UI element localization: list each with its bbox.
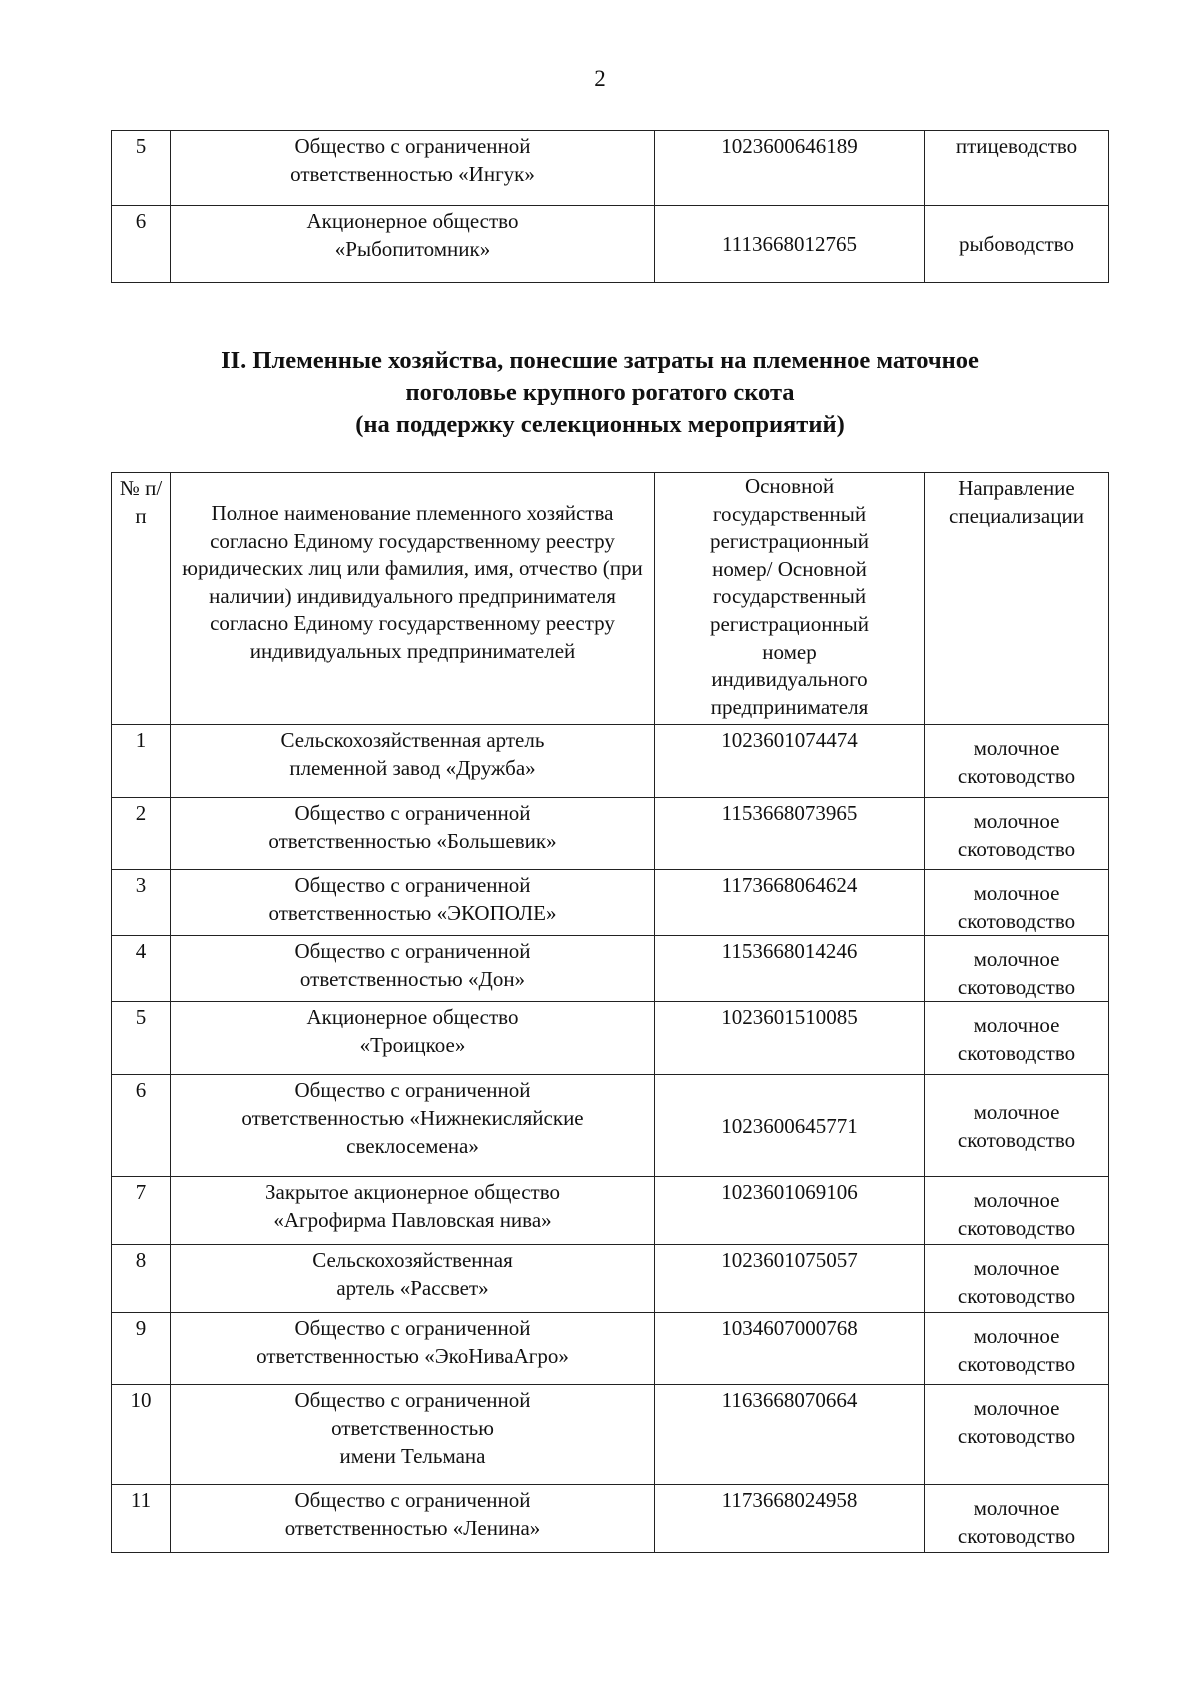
text-line: Общество с ограниченной	[294, 801, 531, 825]
row-number: 6	[112, 1075, 171, 1177]
text-line: ответственностью «Нижнекисляйские	[241, 1105, 584, 1130]
organization-name	[171, 1245, 655, 1313]
ogrn: 1153668073965	[655, 798, 925, 870]
specialization	[925, 1177, 1109, 1245]
table-row	[112, 1002, 1109, 1075]
ogrn: 1023601069106	[655, 1177, 925, 1245]
section-heading	[0, 345, 1200, 441]
text-line: молочное	[973, 1100, 1060, 1125]
organization-name	[171, 1002, 655, 1075]
specialization	[925, 1385, 1109, 1485]
organization-name	[171, 1385, 655, 1485]
ogrn: 1113668012765	[655, 206, 925, 283]
specialization	[925, 1075, 1109, 1177]
text-line: ответственностью «Ленина»	[284, 1515, 541, 1540]
table-row	[112, 1313, 1109, 1385]
text-line: ответственностью «Дон»	[299, 966, 526, 991]
table-row	[112, 798, 1109, 870]
specialization: птицеводство	[925, 131, 1109, 206]
heading-line: (на поддержку селекционных мероприятий)	[355, 411, 845, 438]
table-row	[112, 725, 1109, 798]
text-line: скотоводство	[957, 1215, 1076, 1240]
organization-name	[171, 798, 655, 870]
text-line: Акционерное общество	[306, 209, 519, 233]
text-line: ответственностью «ЭкоНиваАгро»	[256, 1343, 569, 1368]
table-row	[112, 1485, 1109, 1553]
organization-name	[171, 131, 655, 206]
text-line: свеклосемена»	[346, 1133, 479, 1158]
row-number: 9	[112, 1313, 171, 1385]
specialization	[925, 798, 1109, 870]
row-number: 10	[112, 1385, 171, 1485]
organization-name	[171, 1485, 655, 1553]
text-line: Сельскохозяйственная артель	[280, 728, 545, 752]
row-number: 2	[112, 798, 171, 870]
table-row	[112, 206, 1109, 283]
row-number: 3	[112, 870, 171, 936]
organization-name	[171, 1313, 655, 1385]
ogrn: 1163668070664	[655, 1385, 925, 1485]
organization-name	[171, 1177, 655, 1245]
text-line: скотоводство	[957, 1283, 1076, 1308]
row-number: 4	[112, 936, 171, 1002]
text-line: скотоводство	[957, 1127, 1076, 1152]
text-line: молочное	[973, 1396, 1060, 1421]
text-line: Общество с ограниченной	[294, 873, 531, 897]
header-name: Полное наименование племенного хозяйства согласно Единому государственному реестру юридических лиц или фамилия, имя, отчество (при наличии) индивидуального предпринимателя согласно Единому государственному реестру индивидуальных предпринимателей	[171, 473, 655, 725]
specialization	[925, 1245, 1109, 1313]
ogrn: 1023600646189	[655, 131, 925, 206]
heading-line: II. Племенные хозяйства, понесшие затраты на племенное маточное	[221, 347, 979, 374]
text-line: ответственностью «Ингук»	[290, 161, 535, 186]
ogrn: 1173668024958	[655, 1485, 925, 1553]
ogrn: 1173668064624	[655, 870, 925, 936]
text-line: племенной завод «Дружба»	[289, 755, 536, 780]
text-line: Общество с ограниченной	[294, 939, 531, 964]
table-row	[112, 1177, 1109, 1245]
text-line: скотоводство	[957, 1040, 1076, 1065]
table-header-row	[112, 473, 1109, 725]
row-number: 1	[112, 725, 171, 798]
row-number: 5	[112, 131, 171, 206]
text-line: молочное	[973, 881, 1060, 905]
organization-name	[171, 1075, 655, 1177]
specialization: рыбоводство	[925, 206, 1109, 283]
text-line: имени Тельмана	[339, 1443, 486, 1468]
row-number: 7	[112, 1177, 171, 1245]
text-line: скотоводство	[957, 1423, 1076, 1448]
text-line: скотоводство	[957, 1523, 1076, 1548]
text-line: Общество с ограниченной	[294, 1078, 531, 1103]
specialization	[925, 936, 1109, 1002]
row-number: 8	[112, 1245, 171, 1313]
text-line: молочное	[973, 736, 1060, 760]
organization-name	[171, 870, 655, 936]
text-line: молочное	[973, 1013, 1060, 1038]
ogrn: 1023601075057	[655, 1245, 925, 1313]
table-row	[112, 131, 1109, 206]
text-line: скотоводство	[957, 1351, 1076, 1376]
text-line: молочное	[973, 1256, 1060, 1281]
specialization	[925, 725, 1109, 798]
text-line: «Троицкое»	[359, 1032, 466, 1057]
text-line: ответственностью «ЭКОПОЛЕ»	[268, 900, 557, 925]
text-line: молочное	[973, 947, 1060, 972]
specialization	[925, 1313, 1109, 1385]
text-line: молочное	[973, 1324, 1060, 1349]
specialization	[925, 1002, 1109, 1075]
table-row	[112, 936, 1109, 1002]
text-line: скотоводство	[957, 836, 1076, 861]
table-continuation	[111, 130, 1109, 283]
specialization	[925, 870, 1109, 936]
text-line: молочное	[973, 1188, 1060, 1213]
text-line: Общество с ограниченной	[294, 1316, 531, 1341]
organization-name	[171, 725, 655, 798]
row-number: 5	[112, 1002, 171, 1075]
table-row	[112, 1385, 1109, 1485]
specialization	[925, 1485, 1109, 1553]
ogrn: 1023601074474	[655, 725, 925, 798]
table-row	[112, 1075, 1109, 1177]
ogrn: 1153668014246	[655, 936, 925, 1002]
text-line: Общество с ограниченной	[294, 1488, 531, 1513]
text-line: Сельскохозяйственная	[312, 1248, 513, 1273]
header-ogrn: Основной государственный регистрационный номер/ Основной государственный регистрационный номер индивидуального предпринимателя	[655, 473, 925, 725]
text-line: молочное	[973, 1496, 1060, 1521]
ogrn: 1023601510085	[655, 1002, 925, 1075]
text-line: молочное	[973, 809, 1060, 833]
text-line: «Агрофирма Павловская нива»	[273, 1207, 552, 1232]
row-number: 11	[112, 1485, 171, 1553]
organization-name	[171, 936, 655, 1002]
header-specialization: Направление специализации	[925, 473, 1109, 725]
text-line: Закрытое акционерное общество	[265, 1180, 560, 1205]
text-line: скотоводство	[957, 974, 1076, 999]
table-row	[112, 1245, 1109, 1313]
breeding-farms-table	[111, 472, 1109, 1553]
heading-line: поголовье крупного рогатого скота	[405, 379, 795, 406]
ogrn: 1034607000768	[655, 1313, 925, 1385]
text-line: Общество с ограниченной	[294, 1388, 531, 1413]
page-number: 2	[594, 66, 606, 91]
text-line: ответственностью	[331, 1415, 494, 1440]
text-line: скотоводство	[957, 763, 1076, 788]
organization-name	[171, 206, 655, 283]
text-line: ответственностью «Большевик»	[268, 828, 557, 853]
table-row	[112, 870, 1109, 936]
header-number: № п/п	[112, 473, 171, 725]
text-line: «Рыбопитомник»	[334, 236, 491, 261]
ogrn: 1023600645771	[655, 1075, 925, 1177]
text-line: скотоводство	[957, 908, 1076, 933]
row-number: 6	[112, 206, 171, 283]
text-line: Общество с ограниченной	[294, 134, 531, 158]
text-line: артель «Рассвет»	[336, 1275, 489, 1300]
text-line: Акционерное общество	[306, 1005, 519, 1030]
